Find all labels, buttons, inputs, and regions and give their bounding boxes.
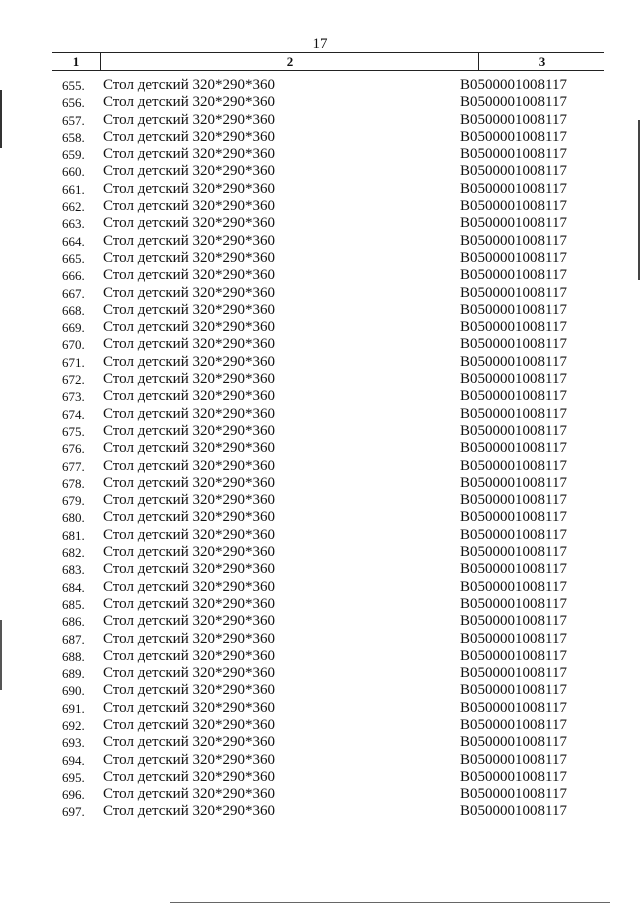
row-number: 689. (62, 666, 85, 682)
table-row (0, 423, 640, 440)
scan-edge-mark (0, 620, 2, 690)
table-row (0, 406, 640, 423)
table-row (0, 94, 640, 111)
item-code: B0500001008117 (460, 734, 567, 751)
table-row (0, 371, 640, 388)
item-name: Стол детский 320*290*360 (103, 786, 275, 803)
item-code: B0500001008117 (460, 215, 567, 232)
item-name: Стол детский 320*290*360 (103, 284, 275, 301)
row-number: 679. (62, 493, 85, 509)
table-row (0, 475, 640, 492)
item-name: Стол детский 320*290*360 (103, 198, 275, 215)
row-number: 669. (62, 320, 85, 336)
row-number: 692. (62, 717, 85, 733)
item-code: B0500001008117 (460, 336, 567, 353)
row-number: 658. (62, 129, 85, 145)
item-code: B0500001008117 (460, 94, 567, 111)
column-header-3: 3 (478, 53, 605, 70)
row-number: 675. (62, 423, 85, 439)
row-number: 663. (62, 216, 85, 232)
item-name: Стол детский 320*290*360 (103, 319, 275, 336)
item-name: Стол детский 320*290*360 (103, 215, 275, 232)
item-name: Стол детский 320*290*360 (103, 249, 275, 266)
item-code: B0500001008117 (460, 284, 567, 301)
row-number: 682. (62, 545, 85, 561)
item-name: Стол детский 320*290*360 (103, 353, 275, 370)
item-name: Стол детский 320*290*360 (103, 422, 275, 439)
item-code: B0500001008117 (460, 716, 567, 733)
row-number: 686. (62, 614, 85, 630)
table-row (0, 561, 640, 578)
row-number: 662. (62, 199, 85, 215)
item-code: B0500001008117 (460, 371, 567, 388)
row-number: 687. (62, 631, 85, 647)
table-row (0, 544, 640, 561)
table-row (0, 163, 640, 180)
row-number: 667. (62, 285, 85, 301)
row-number: 671. (62, 354, 85, 370)
table-row (0, 648, 640, 665)
table-row (0, 233, 640, 250)
item-code: B0500001008117 (460, 77, 567, 93)
item-name: Стол детский 320*290*360 (103, 474, 275, 491)
item-name: Стол детский 320*290*360 (103, 768, 275, 785)
item-name: Стол детский 320*290*360 (103, 716, 275, 733)
table-row (0, 786, 640, 803)
item-name: Стол детский 320*290*360 (103, 526, 275, 543)
item-code: B0500001008117 (460, 803, 567, 820)
row-number: 672. (62, 372, 85, 388)
item-code: B0500001008117 (460, 405, 567, 422)
column-header-2: 2 (100, 53, 479, 70)
item-name: Стол детский 320*290*360 (103, 578, 275, 595)
item-code: B0500001008117 (460, 544, 567, 561)
table-row (0, 215, 640, 232)
row-number: 655. (62, 78, 85, 93)
row-number: 691. (62, 700, 85, 716)
item-code: B0500001008117 (460, 128, 567, 145)
row-number: 693. (62, 735, 85, 751)
item-name: Стол детский 320*290*360 (103, 388, 275, 405)
item-name: Стол детский 320*290*360 (103, 180, 275, 197)
column-header-1: 1 (72, 54, 80, 69)
item-name: Стол детский 320*290*360 (103, 267, 275, 284)
row-number: 666. (62, 268, 85, 284)
item-name: Стол детский 320*290*360 (103, 128, 275, 145)
row-number: 670. (62, 337, 85, 353)
row-number: 697. (62, 804, 85, 820)
item-code: B0500001008117 (460, 111, 567, 128)
item-code: B0500001008117 (460, 457, 567, 474)
row-number: 685. (62, 596, 85, 612)
item-name: Стол детский 320*290*360 (103, 699, 275, 716)
item-name: Стол детский 320*290*360 (103, 647, 275, 664)
row-number: 695. (62, 769, 85, 785)
item-name: Стол детский 320*290*360 (103, 561, 275, 578)
item-name: Стол детский 320*290*360 (103, 613, 275, 630)
page-number: 17 (312, 36, 328, 52)
row-number: 688. (62, 648, 85, 664)
table-row (0, 77, 640, 94)
table-row (0, 613, 640, 630)
item-name: Стол детский 320*290*360 (103, 77, 275, 93)
item-code: B0500001008117 (460, 198, 567, 215)
item-code: B0500001008117 (460, 492, 567, 509)
row-number: 676. (62, 441, 85, 457)
scan-edge-mark (0, 90, 2, 148)
item-code: B0500001008117 (460, 163, 567, 180)
row-number: 661. (62, 181, 85, 197)
row-number: 668. (62, 302, 85, 318)
item-code: B0500001008117 (460, 180, 567, 197)
item-name: Стол детский 320*290*360 (103, 803, 275, 820)
item-code: B0500001008117 (460, 578, 567, 595)
item-name: Стол детский 320*290*360 (103, 492, 275, 509)
row-number: 683. (62, 562, 85, 578)
item-name: Стол детский 320*290*360 (103, 232, 275, 249)
item-code: B0500001008117 (460, 232, 567, 249)
table-row (0, 631, 640, 648)
row-number: 678. (62, 475, 85, 491)
item-code: B0500001008117 (460, 751, 567, 768)
item-code: B0500001008117 (460, 699, 567, 716)
item-name: Стол детский 320*290*360 (103, 682, 275, 699)
item-code: B0500001008117 (460, 319, 567, 336)
table-row (0, 354, 640, 371)
table-row (0, 458, 640, 475)
row-number: 696. (62, 787, 85, 803)
table-header (52, 52, 604, 71)
bottom-rule (170, 902, 610, 903)
row-number: 673. (62, 389, 85, 405)
item-name: Стол детский 320*290*360 (103, 509, 275, 526)
row-number: 694. (62, 752, 85, 768)
item-code: B0500001008117 (460, 561, 567, 578)
table-row (0, 267, 640, 284)
item-name: Стол детский 320*290*360 (103, 301, 275, 318)
item-code: B0500001008117 (460, 630, 567, 647)
row-number: 665. (62, 250, 85, 266)
item-code: B0500001008117 (460, 682, 567, 699)
item-code: B0500001008117 (460, 301, 567, 318)
item-name: Стол детский 320*290*360 (103, 665, 275, 682)
table-body (0, 77, 640, 821)
table-row (0, 509, 640, 526)
item-name: Стол детский 320*290*360 (103, 94, 275, 111)
item-code: B0500001008117 (460, 768, 567, 785)
table-row (0, 388, 640, 405)
table-row (0, 596, 640, 613)
table-row (0, 665, 640, 682)
row-number: 657. (62, 112, 85, 128)
table-row (0, 579, 640, 596)
item-name: Стол детский 320*290*360 (103, 751, 275, 768)
item-name: Стол детский 320*290*360 (103, 457, 275, 474)
item-name: Стол детский 320*290*360 (103, 734, 275, 751)
table-row (0, 682, 640, 699)
item-name: Стол детский 320*290*360 (103, 371, 275, 388)
table-row (0, 717, 640, 734)
item-name: Стол детский 320*290*360 (103, 630, 275, 647)
item-code: B0500001008117 (460, 146, 567, 163)
item-code: B0500001008117 (460, 422, 567, 439)
table-row (0, 112, 640, 129)
item-name: Стол детский 320*290*360 (103, 163, 275, 180)
item-code: B0500001008117 (460, 440, 567, 457)
row-number: 659. (62, 147, 85, 163)
row-number: 680. (62, 510, 85, 526)
item-name: Стол детский 320*290*360 (103, 111, 275, 128)
table-row (0, 129, 640, 146)
row-number: 660. (62, 164, 85, 180)
table-row (0, 492, 640, 509)
table-row (0, 803, 640, 820)
table-row (0, 285, 640, 302)
item-code: B0500001008117 (460, 249, 567, 266)
item-name: Стол детский 320*290*360 (103, 595, 275, 612)
table-row (0, 302, 640, 319)
item-name: Стол детский 320*290*360 (103, 440, 275, 457)
table-row (0, 700, 640, 717)
table-row (0, 527, 640, 544)
item-code: B0500001008117 (460, 665, 567, 682)
item-code: B0500001008117 (460, 509, 567, 526)
table-row (0, 250, 640, 267)
row-number: 677. (62, 458, 85, 474)
table-row (0, 181, 640, 198)
item-code: B0500001008117 (460, 353, 567, 370)
table-row (0, 440, 640, 457)
table-row (0, 752, 640, 769)
item-code: B0500001008117 (460, 474, 567, 491)
row-number: 684. (62, 579, 85, 595)
item-code: B0500001008117 (460, 613, 567, 630)
table-row (0, 198, 640, 215)
item-code: B0500001008117 (460, 388, 567, 405)
item-name: Стол детский 320*290*360 (103, 544, 275, 561)
item-name: Стол детский 320*290*360 (103, 146, 275, 163)
table-row (0, 734, 640, 751)
table-row (0, 319, 640, 336)
table-row (0, 146, 640, 163)
item-code: B0500001008117 (460, 267, 567, 284)
row-number: 674. (62, 406, 85, 422)
item-code: B0500001008117 (460, 595, 567, 612)
row-number: 656. (62, 95, 85, 111)
row-number: 664. (62, 233, 85, 249)
row-number: 681. (62, 527, 85, 543)
item-code: B0500001008117 (460, 647, 567, 664)
item-name: Стол детский 320*290*360 (103, 405, 275, 422)
row-number: 690. (62, 683, 85, 699)
item-name: Стол детский 320*290*360 (103, 336, 275, 353)
table-row (0, 336, 640, 353)
item-code: B0500001008117 (460, 526, 567, 543)
item-code: B0500001008117 (460, 786, 567, 803)
table-row (0, 769, 640, 786)
